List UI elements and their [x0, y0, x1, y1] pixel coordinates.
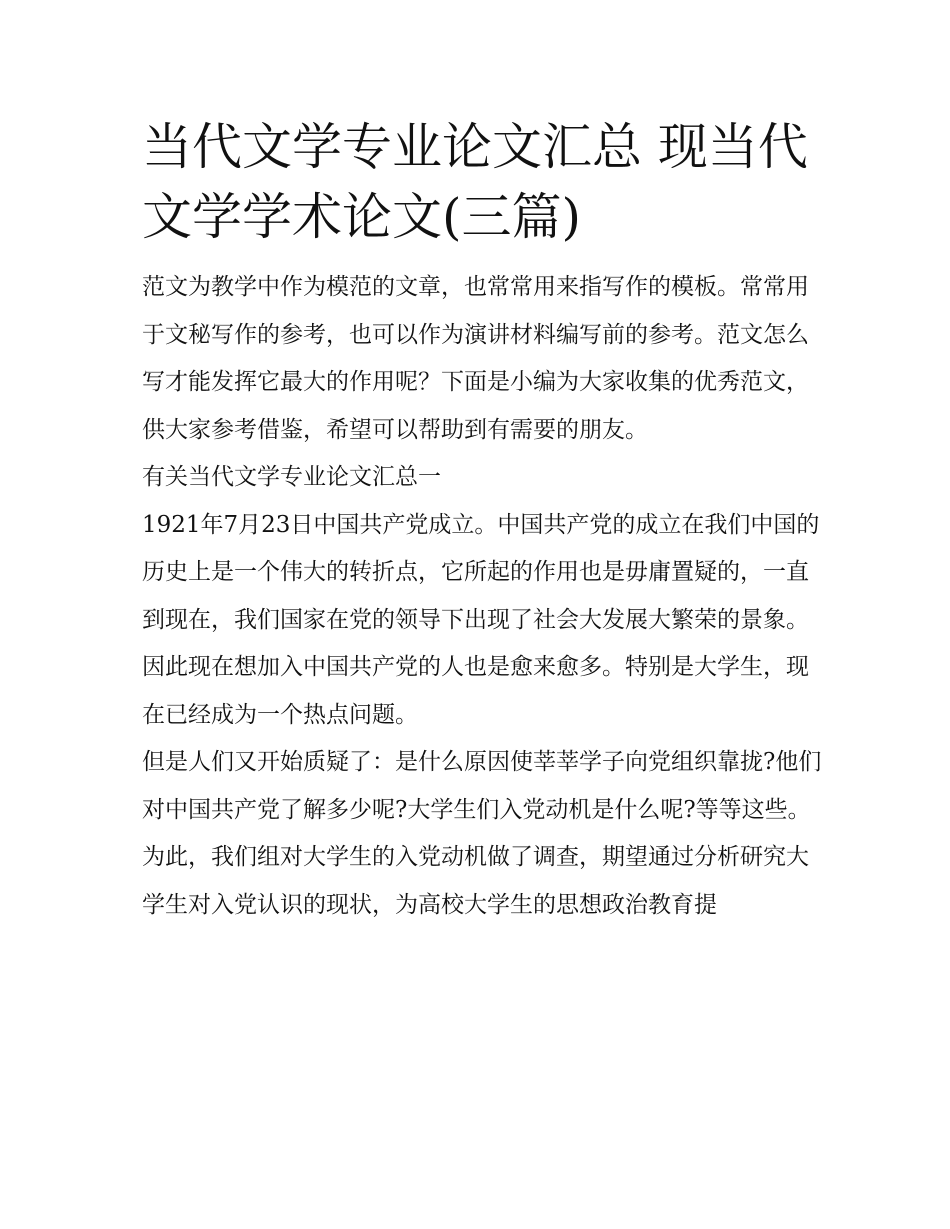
paragraph-party-founding: 1921年7月23日中国共产党成立。中国共产党的成立在我们中国的历史上是一个伟大的转折点，它所起的作用也是毋庸置疑的，一直到现在，我们国家在党的领导下出现了社会大发展大繁荣的景象。因此现在想加入中国共产党的人也是愈来愈多。特别是大学生，现在已经成为一个热点问题。: [142, 511, 820, 728]
document-title: 当代文学专业论文汇总 现当代文学学术论文(三篇): [142, 118, 808, 246]
paragraph-questions: 但是人们又开始质疑了：是什么原因使莘莘学子向党组织靠拢?他们对中国共产党了解多少呢?大学生们入党动机是什么呢?等等这些。: [142, 749, 822, 823]
document-page: [142, 112, 822, 929]
document-body: [142, 264, 822, 929]
paragraph-section-heading: 有关当代文学专业论文汇总一: [142, 464, 441, 490]
paragraph-survey: 为此，我们组对大学生的入党动机做了调查，期望通过分析研究大学生对入党认识的现状，为高校大学生的思想政治教育提: [142, 844, 809, 918]
paragraph-intro: 范文为教学中作为模范的文章，也常常用来指写作的模板。常常用于文秘写作的参考，也可以作为演讲材料编写前的参考。范文怎么写才能发挥它最大的作用呢？下面是小编为大家收集的优秀范文，供大家参考借鉴，希望可以帮助到有需要的朋友。: [142, 274, 809, 443]
